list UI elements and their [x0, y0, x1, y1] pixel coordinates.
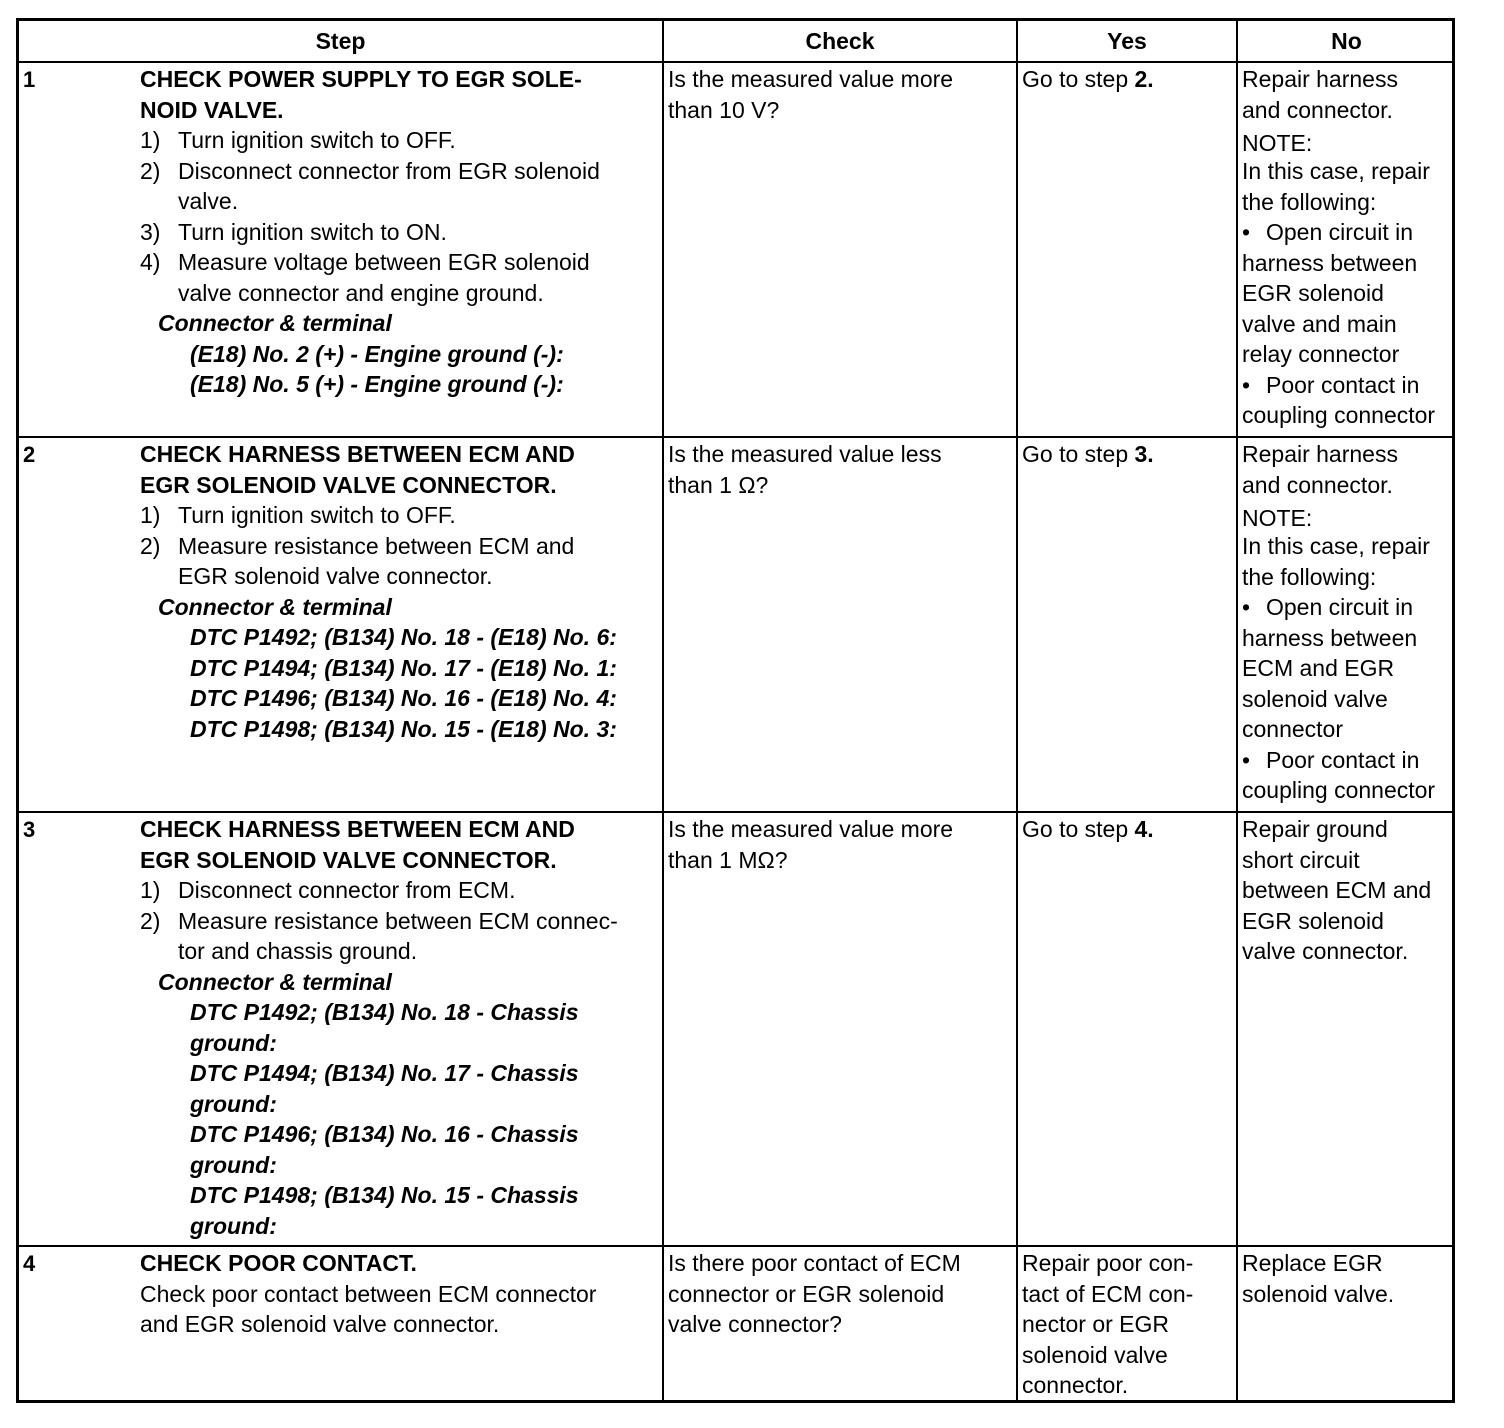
- step-title: CHECK POWER SUPPLY TO EGR SOLE- NOID VALVE.: [140, 66, 582, 123]
- step-number: 2: [23, 442, 36, 467]
- procedure-item: 3) Turn ignition switch to ON.: [140, 218, 447, 245]
- yes-action: Go to step 3.: [1022, 441, 1154, 467]
- connector-terminal-heading: Connector & terminal: [158, 310, 392, 336]
- step-content: [140, 814, 660, 1241]
- step-number: 1: [23, 67, 36, 92]
- column-divider: [1236, 21, 1238, 1400]
- step-content: [140, 64, 660, 400]
- row-divider: [19, 61, 1452, 63]
- no-action: Repair harness and connector. NOTE: In this case, repair the following: • Open circuit in harness between EGR solenoid valve and main relay connector • Poor contact in coupling connector: [1242, 64, 1454, 431]
- no-action: Replace EGR solenoid valve.: [1242, 1250, 1395, 1307]
- connector-terminal-item: (E18) No. 2 (+) - Engine ground (-):: [190, 340, 564, 367]
- yes-action: Repair poor con- tact of ECM con- nector or EGR solenoid valve connector.: [1022, 1250, 1194, 1398]
- header-no: No: [1331, 28, 1362, 54]
- connector-terminal-item: DTC P1498; (B134) No. 15 - (E18) No. 3:: [190, 715, 617, 742]
- procedure-item: 2) Disconnect connector from EGR solenoid valve.: [140, 157, 600, 214]
- step-title: CHECK HARNESS BETWEEN ECM AND EGR SOLENOID VALVE CONNECTOR.: [140, 441, 575, 498]
- bullet-item: • Poor contact in: [1242, 746, 1420, 773]
- procedure-item: 1) Turn ignition switch to OFF.: [140, 502, 456, 528]
- note-label: NOTE:: [1242, 130, 1313, 156]
- check-question: Is the measured value more than 10 V?: [668, 66, 954, 123]
- row-divider: [19, 1245, 1452, 1247]
- header-yes: Yes: [1107, 28, 1147, 54]
- connector-terminal-item: DTC P1498; (B134) No. 15 - Chassis: [190, 1182, 579, 1208]
- check-question: Is the measured value more than 1 MΩ?: [668, 816, 954, 873]
- row-divider: [19, 436, 1452, 438]
- procedure-item: 1) Turn ignition switch to OFF.: [140, 127, 456, 153]
- step-number: 3: [23, 817, 36, 842]
- step-title: CHECK POOR CONTACT.: [140, 1250, 417, 1276]
- bullet-item: • Poor contact in: [1242, 371, 1420, 398]
- yes-action: Go to step 2.: [1022, 66, 1154, 92]
- step-description: Check poor contact between ECM connector and EGR solenoid valve connector.: [140, 1280, 597, 1337]
- step-content: [140, 1248, 660, 1340]
- connector-terminal-item: DTC P1494; (B134) No. 17 - (E18) No. 1:: [190, 654, 617, 681]
- procedure-item: 1) Disconnect connector from ECM.: [140, 877, 516, 903]
- connector-terminal-heading: Connector & terminal: [158, 968, 392, 995]
- connector-terminal-item: ground:: [190, 1090, 277, 1117]
- connector-terminal-item: DTC P1492; (B134) No. 18 - Chassis: [190, 999, 579, 1025]
- connector-terminal-heading: Connector & terminal: [158, 593, 392, 620]
- header-step: Step: [315, 28, 366, 54]
- bullet-item: • Open circuit in: [1242, 219, 1414, 245]
- connector-terminal-item: ground:: [190, 1151, 277, 1178]
- step-title: CHECK HARNESS BETWEEN ECM AND EGR SOLENOID VALVE CONNECTOR.: [140, 816, 575, 873]
- step-content: [140, 439, 660, 744]
- connector-terminal-item: DTC P1492; (B134) No. 18 - (E18) No. 6:: [190, 624, 617, 650]
- note-label: NOTE:: [1242, 505, 1313, 531]
- connector-terminal-item: ground:: [190, 1212, 277, 1239]
- column-divider: [1016, 21, 1018, 1400]
- no-action: Repair harness and connector. NOTE: In this case, repair the following: • Open circuit in harness between ECM and EGR solenoid valve connector • Poor contact in coupling connector: [1242, 439, 1454, 806]
- bullet-item: • Open circuit in: [1242, 594, 1414, 620]
- yes-action: Go to step 4.: [1022, 816, 1154, 842]
- procedure-item: 4) Measure voltage between EGR solenoid valve connector and engine ground.: [140, 249, 590, 306]
- row-divider: [19, 811, 1452, 813]
- diagnostic-table: [16, 18, 1455, 1403]
- step-number: 4: [23, 1251, 36, 1276]
- header-check: Check: [805, 28, 875, 54]
- no-action: Repair ground short circuit between ECM and EGR solenoid valve connector.: [1242, 816, 1432, 964]
- connector-terminal-item: DTC P1494; (B134) No. 17 - Chassis: [190, 1060, 579, 1086]
- procedure-item: 2) Measure resistance between ECM connec- tor and chassis ground.: [140, 907, 618, 964]
- connector-terminal-item: DTC P1496; (B134) No. 16 - (E18) No. 4:: [190, 685, 617, 711]
- column-divider: [662, 21, 664, 1400]
- check-question: Is the measured value less than 1 Ω?: [668, 441, 942, 498]
- procedure-item: 2) Measure resistance between ECM and EGR solenoid valve connector.: [140, 532, 575, 589]
- check-question: Is there poor contact of ECM connector or EGR solenoid valve connector?: [668, 1250, 961, 1337]
- connector-terminal-item: DTC P1496; (B134) No. 16 - Chassis: [190, 1121, 579, 1147]
- connector-terminal-item: ground:: [190, 1029, 277, 1056]
- connector-terminal-item: (E18) No. 5 (+) - Engine ground (-):: [190, 371, 564, 397]
